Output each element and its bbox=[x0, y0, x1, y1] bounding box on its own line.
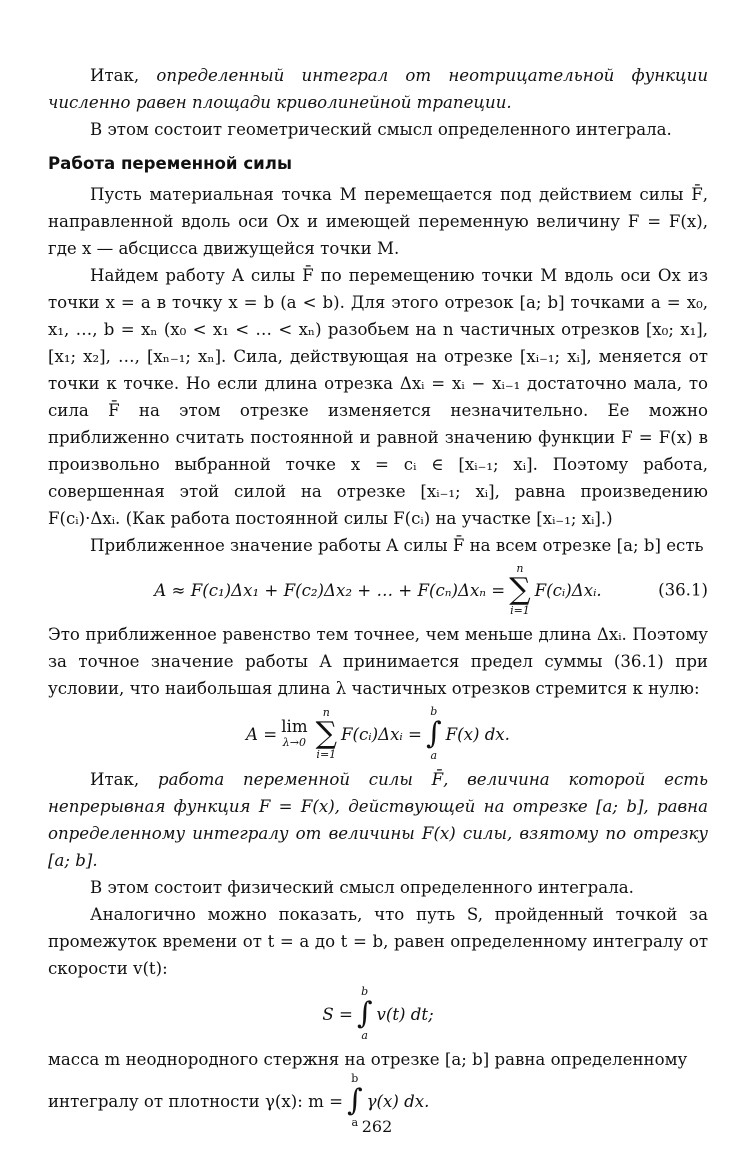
integral-operator: b ∫ a bbox=[347, 1072, 363, 1129]
paragraph-physical-meaning: В этом состоит физический смысл определенного интеграла. bbox=[90, 878, 634, 897]
equation-36-1 bbox=[48, 563, 708, 617]
paragraph-intro: Пусть материальная точка M перемещается под действием силы F̄, направленной вдоль оси Ox и имеющей переменную величину F = F(x), где x — абсцисса движущейся точки M. bbox=[48, 185, 708, 258]
page-body bbox=[48, 62, 708, 1129]
equation-lhs: A ≈ F(c₁)Δx₁ + F(c₂)Δx₂ + … + F(cₙ)Δxₙ = bbox=[154, 580, 506, 600]
paragraph-density: интегралу от плотности γ(x): m = b ∫ a γ(x) dx. bbox=[48, 1072, 430, 1129]
equation-limit: A = lim λ→0 n ∑ i=1 F(cᵢ)Δxᵢ = b ∫ a F(x) dx. bbox=[246, 705, 510, 762]
paragraph-conclusion-geometric: Итак, определенный интеграл от неотрицательной функции численно равен площади криволинейной трапеции. bbox=[48, 66, 709, 112]
paragraph-derivation: Найдем работу A силы F̄ по перемещению точки M вдоль оси Ox из точки x = a в точку x = b (a < b). Для этого отрезок [a; b] точками a = x₀, x₁, …, b = xₙ (x₀ < x₁ < … < xₙ) разобьем на n частичных отрезков [x₀; x₁], [x₁; x₂], …, [xₙ₋₁; xₙ]. Сила, действующая на отрезке [xᵢ₋₁; xᵢ], меняется от точки к точке. Но если длина отрезка Δxᵢ = xᵢ − xᵢ₋₁ достаточно мала, то сила F̄ на этом отрезке изменяется незначительно. Ее можно приближенно считать постоянной и равной значению функции F = F(x) в произвольно выбранной точке x = cᵢ ∈ [xᵢ₋₁; xᵢ]. Поэтому работа, совершенная этой силой на отрезке [xᵢ₋₁; xᵢ], равна произведению F(cᵢ)·Δxᵢ. (Как работа постоянной силы F(cᵢ) на участке [xᵢ₋₁; xᵢ].) bbox=[48, 266, 708, 528]
paragraph-limit-intro: Это приближенное равенство тем точнее, чем меньше длина Δxᵢ. Поэтому за точное значение работы A принимается предел суммы (36.1) при условии, что наибольшая длина λ частичных отрезков стремится к нулю: bbox=[48, 625, 708, 698]
paragraph-conclusion-physical: Итак, работа переменной силы F̄, величина которой есть непрерывная функция F = F(x), действующей на отрезке [a; b], равна определенному интегралу от величины F(x) силы, взятому по отрезку [a; b]. bbox=[48, 770, 709, 870]
equation-rhs: F(cᵢ)Δxᵢ. bbox=[534, 580, 602, 600]
integral-operator: b ∫ a bbox=[425, 705, 442, 762]
page-number: 262 bbox=[361, 1117, 393, 1136]
italic-statement: определенный интеграл от неотрицательной функции численно равен площади криволинейной трапеции. bbox=[48, 66, 709, 112]
sum-operator: n ∑ i=1 bbox=[509, 562, 531, 617]
limit-operator: lim λ→0 bbox=[281, 717, 308, 749]
equation-number: (36.1) bbox=[658, 580, 708, 600]
integral-operator: b ∫ a bbox=[356, 985, 373, 1042]
equation-path: S = b ∫ a v(t) dt; bbox=[322, 985, 434, 1042]
italic-statement: работа переменной силы F̄, величина которой есть непрерывная функция F = F(x), действующей на отрезке [a; b], равна определенному интегралу от величины F(x) силы, взятому по отрезку [a; b]. bbox=[48, 770, 709, 870]
section-heading: Работа переменной силы bbox=[48, 154, 292, 173]
sum-operator: n ∑ i=1 bbox=[315, 706, 337, 761]
paragraph-geometric-meaning: В этом состоит геометрический смысл определенного интеграла. bbox=[90, 120, 672, 139]
paragraph-approx-intro: Приближенное значение работы A силы F̄ на всем отрезке [a; b] есть bbox=[90, 536, 704, 555]
paragraph-mass: масса m неоднородного стержня на отрезке [a; b] равна определенному bbox=[48, 1050, 688, 1069]
paragraph-path: Аналогично можно показать, что путь S, пройденный точкой за промежуток времени от t = a до t = b, равен определенному интегралу от скорости v(t): bbox=[48, 905, 708, 978]
